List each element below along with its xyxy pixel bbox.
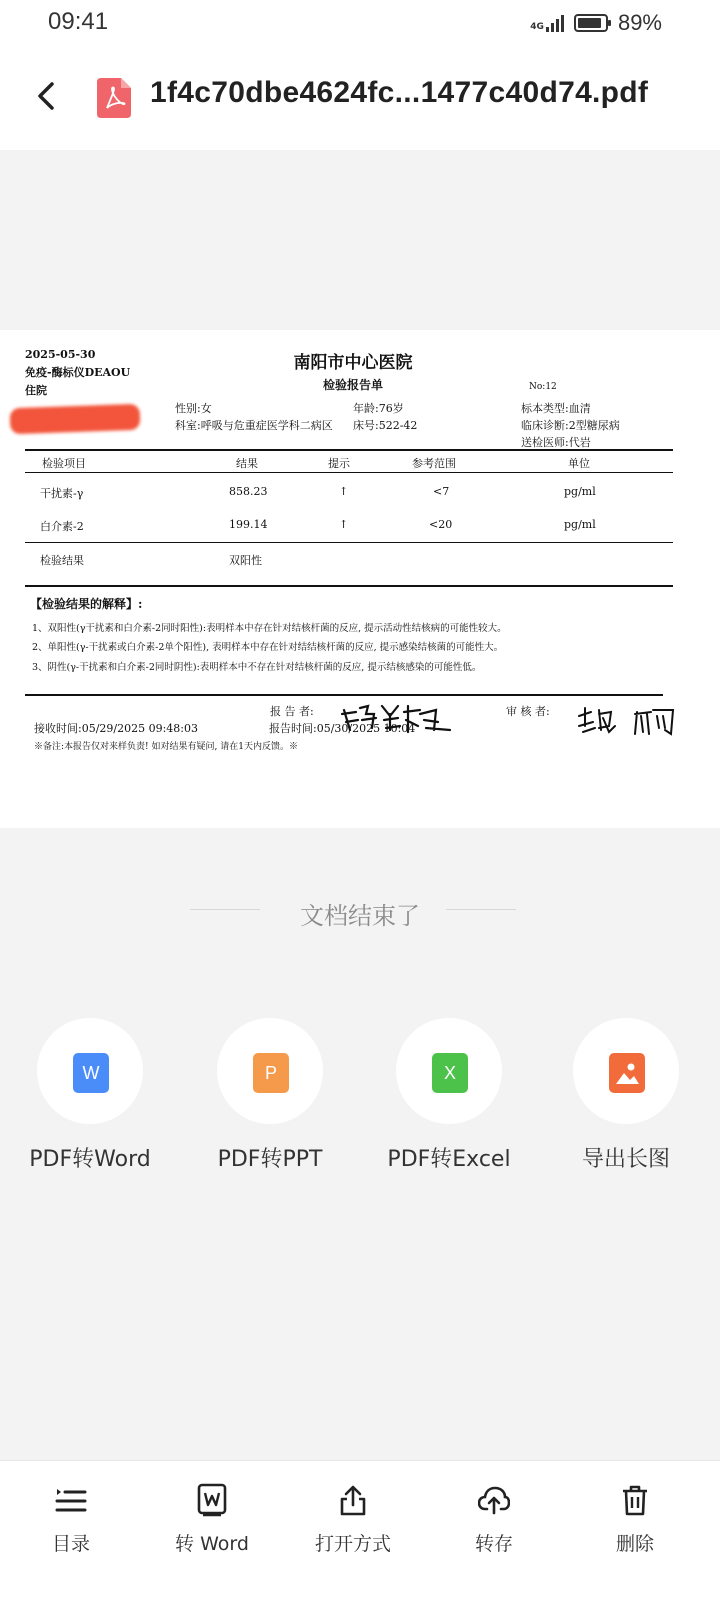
network-type: 4G (530, 22, 544, 32)
receive-time: 接收时间:05/29/2025 09:48:03 (34, 722, 199, 735)
report-time: 报告时间:05/30/2025 10:04 (269, 722, 416, 735)
action-label: PDF转Word (29, 1147, 151, 1172)
battery-icon (574, 14, 608, 32)
table-bottom-rule (25, 585, 673, 587)
col-header-range: 参考范围 (412, 457, 456, 470)
open-with-button[interactable] (293, 1483, 413, 1573)
patient-age: 年龄:76岁 (353, 402, 404, 415)
open-with-label: 打开方式 (314, 1533, 391, 1555)
row-result: 199.14 (229, 518, 268, 531)
excel-doc-icon: X (432, 1053, 468, 1093)
action-circle (37, 1018, 143, 1124)
patient-sex: 性别:女 (175, 402, 212, 415)
row-unit: pg/ml (564, 518, 596, 531)
ppt-doc-icon: P (253, 1053, 289, 1093)
specimen-type: 标本类型:血清 (521, 402, 591, 415)
row-unit: pg/ml (564, 485, 596, 498)
row-item: 白介素-2 (40, 520, 84, 533)
reviewer-signature (575, 704, 680, 738)
cellular-signal-icon (530, 14, 564, 32)
interpretation-line-2: 2、单阳性(γ-干扰素或白介素-2单个阳性), 表明样本中存在针对结结核杆菌的反应, 提示感染结核菌的可能性大。 (32, 642, 504, 653)
submitting-doctor: 送检医师:代岩 (521, 436, 591, 449)
pdf-to-word-button[interactable] (5, 1018, 175, 1178)
report-title: 检验报告单 (322, 378, 383, 392)
status-bar (0, 0, 720, 46)
table-header-rule (25, 472, 673, 473)
table-body-rule (25, 542, 673, 543)
cloud-upload-icon (478, 1483, 510, 1517)
redacted-patient-info (10, 404, 141, 435)
pdf-to-excel-button[interactable] (364, 1018, 534, 1178)
convert-word-button[interactable] (152, 1483, 272, 1573)
row-result: 858.23 (229, 485, 268, 498)
delete-label: 删除 (615, 1533, 654, 1555)
trash-icon (619, 1483, 651, 1517)
interpretation-line-1: 1、双阳性(γ干扰素和白介素-2同时阳性):表明样本中存在针对结核杆菌的反应, 提示活动性结核病的可能性较大。 (32, 623, 507, 634)
word-icon (196, 1483, 228, 1517)
save-to-cloud-button[interactable] (434, 1483, 554, 1573)
document-end-marker (0, 890, 720, 930)
divider-right (446, 909, 516, 910)
action-label: PDF转Excel (387, 1147, 511, 1172)
image-icon (609, 1053, 645, 1093)
file-name: 1f4c70dbe4624fc...1477c40d74.pdf (150, 76, 649, 109)
word-doc-icon: W (73, 1053, 109, 1093)
share-icon (337, 1483, 369, 1517)
reviewer-label: 审 核 者: (506, 705, 550, 718)
signature-rule (25, 694, 663, 696)
toc-label: 目录 (51, 1533, 90, 1555)
action-circle (573, 1018, 679, 1124)
action-circle (217, 1018, 323, 1124)
action-label: PDF转PPT (217, 1147, 323, 1172)
ward-type: 住院 (25, 384, 47, 397)
interpretation-title: 【检验结果的解释】: (30, 597, 143, 611)
document-end-text: 文档结束了 (300, 902, 420, 930)
status-icons (530, 10, 662, 36)
reporter-signature (338, 700, 458, 736)
pdf-page[interactable] (0, 330, 720, 828)
title-bar (0, 46, 720, 150)
image-glyph-icon (609, 1053, 645, 1093)
col-header-unit: 单位 (568, 457, 590, 470)
list-icon (55, 1483, 87, 1517)
bed-number: 床号:522-42 (353, 419, 418, 432)
action-circle (396, 1018, 502, 1124)
row-range: <20 (429, 518, 453, 531)
conclusion-value: 双阳性 (229, 554, 262, 567)
table-top-rule (25, 449, 673, 451)
action-label: 导出长图 (581, 1147, 670, 1172)
clinical-diagnosis: 临床诊断:2型糖尿病 (521, 419, 620, 432)
report-date: 2025-05-30 (25, 348, 96, 361)
col-header-result: 结果 (236, 457, 258, 470)
toc-button[interactable] (11, 1483, 131, 1573)
report-number: No:12 (529, 382, 557, 392)
hospital-name: 南阳市中心医院 (293, 353, 413, 373)
reporter-label: 报 告 者: (270, 705, 314, 718)
battery-percent: 89% (617, 10, 662, 35)
row-item: 干扰素-γ (40, 487, 84, 500)
col-header-flag: 提示 (328, 457, 350, 470)
col-header-item: 检验项目 (42, 457, 86, 470)
back-arrow-icon[interactable] (30, 78, 66, 114)
delete-button[interactable] (575, 1483, 695, 1573)
conclusion-label: 检验结果 (40, 554, 84, 567)
convert-word-label: 转 Word (175, 1533, 249, 1555)
report-note: ※备注:本报告仅对来样负责! 如对结果有疑问, 请在1天内反馈。※ (34, 742, 298, 752)
row-flag: ↑ (339, 518, 349, 531)
department: 科室:呼吸与危重症医学科二病区 (175, 419, 333, 432)
save-to-cloud-label: 转存 (474, 1533, 513, 1555)
pdf-to-ppt-button[interactable] (185, 1018, 355, 1178)
battery-fill (578, 18, 601, 28)
interpretation-line-3: 3、阴性(γ-干扰素和白介素-2同时阴性):表明样本中不存在针对结核杆菌的反应, 提示结核感染的可能性低。 (32, 662, 482, 673)
bottom-toolbar (0, 1460, 720, 1601)
export-long-image-button[interactable] (541, 1018, 711, 1178)
instrument: 免疫-酶标仪DEAOU (25, 366, 131, 379)
row-flag: ↑ (339, 485, 349, 498)
pdf-file-icon (97, 78, 131, 118)
status-time: 09:41 (48, 8, 109, 35)
row-range: <7 (433, 485, 450, 498)
